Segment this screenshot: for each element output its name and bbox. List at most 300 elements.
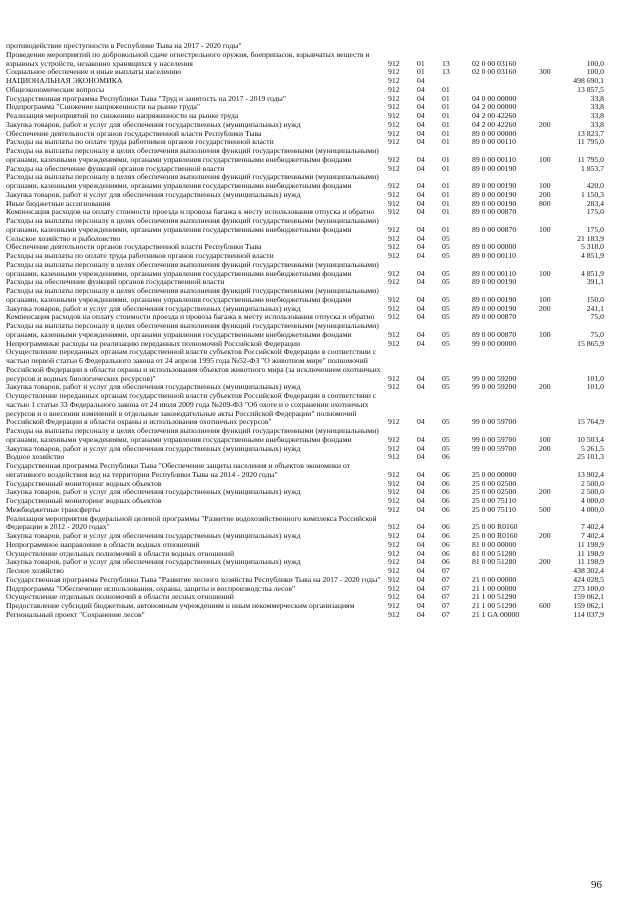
cell-summa: 7 402,4 [580, 522, 604, 532]
name: Закупка товаров, работ и услуг для обеспечения государственных (муниципальных) нужд [6, 119, 301, 129]
cell-summa: 4 851,9 [580, 251, 604, 260]
cell-grbs: 912 [388, 574, 400, 584]
cell-grbs: 912 [388, 111, 400, 120]
cell-summa: 11 795,0 [577, 154, 604, 164]
cell-vid-raskhodov: 200 [539, 557, 551, 567]
table-row [6, 322, 606, 340]
cell-summa: 114 037,9 [573, 609, 604, 619]
cell-summa: 391,1 [586, 277, 604, 287]
name: Расходы на выплаты персоналу в целях обеспечения выполнения функций государственными (муниципальными) органами, казенными учреждениями, органами управления государственными внебюджетными фондами [6, 426, 379, 444]
cell-podrazdel: 06 [442, 452, 450, 462]
cell-grbs: 912 [388, 58, 400, 68]
cell-grbs: 912 [388, 207, 400, 217]
cell-tselevaya-statya: 89 0 00 00870 [472, 207, 517, 217]
name: Непрограммное направление в области водных отношений [6, 539, 200, 549]
cell-podrazdel: 06 [442, 539, 450, 549]
cell-tselevaya-statya: 89 0 00 00000 [472, 242, 517, 252]
name: Закупка товаров, работ и услуг для обеспечения государственных (муниципальных) нужд [6, 487, 301, 497]
cell-razdel: 04 [417, 496, 425, 505]
cell-vid-raskhodov: 100 [539, 181, 551, 190]
cell-podrazdel: 06 [442, 522, 450, 532]
cell-tselevaya-statya: 25 0 00 02500 [472, 478, 517, 488]
cell-summa: 100,0 [586, 67, 604, 77]
name: Осуществление отдельных полномочий в области лесных отношений [6, 592, 234, 602]
cell-summa: 1 150,3 [580, 189, 604, 199]
cell-summa: 424 028,5 [573, 574, 604, 584]
cell-summa: 2 500,0 [580, 487, 604, 497]
cell-podrazdel: 01 [442, 102, 450, 112]
cell-grbs: 912 [388, 417, 400, 427]
table-row [6, 287, 606, 305]
cell-grbs: 912 [388, 189, 400, 199]
cell-grbs: 912 [388, 233, 400, 243]
name: Расходы на выплаты персоналу в целях обеспечения выполнения функций государственными (муниципальными) органами, казенными учреждениями, органами управления государственными внебюджетными фондами [6, 259, 379, 278]
cell-vid-raskhodov: 100 [539, 434, 551, 444]
cell-podrazdel: 01 [442, 198, 450, 208]
cell-tselevaya-statya: 81 0 00 51280 [472, 557, 517, 567]
table-row [6, 462, 606, 480]
cell-summa: 25 101,3 [577, 452, 604, 462]
cell-podrazdel: 05 [442, 382, 450, 392]
cell-razdel: 04 [417, 548, 425, 558]
cell-tselevaya-statya: 89 0 00 00190 [472, 163, 517, 173]
cell-tselevaya-statya: 21 1 GA 00000 [472, 609, 520, 619]
cell-podrazdel: 01 [442, 137, 450, 147]
name: Непрограммные расходы на реализацию переданных полномочий Российской Федерации [6, 338, 301, 348]
name: НАЦИОНАЛЬНАЯ ЭКОНОМИКА [6, 76, 123, 85]
cell-vid-raskhodov: 100 [539, 154, 551, 164]
cell-podrazdel: 01 [442, 163, 450, 173]
cell-razdel: 04 [417, 434, 425, 444]
cell-vid-raskhodov: 600 [539, 601, 551, 610]
cell-grbs: 912 [388, 382, 400, 392]
table-row [6, 558, 606, 567]
cell-tselevaya-statya: 99 0 00 59200 [472, 373, 517, 383]
cell-summa: 15 764,9 [577, 417, 604, 427]
cell-tselevaya-statya: 99 0 00 59700 [472, 443, 517, 453]
cell-podrazdel: 13 [442, 67, 450, 77]
cell-summa: 13 823,7 [577, 128, 604, 138]
cell-podrazdel: 05 [442, 417, 450, 427]
cell-razdel: 04 [417, 93, 425, 103]
cell-podrazdel: 05 [442, 443, 450, 453]
cell-podrazdel: 05 [442, 312, 450, 322]
cell-grbs: 912 [388, 469, 400, 479]
table-row [6, 611, 606, 620]
cell-summa: 159 062,1 [573, 592, 604, 602]
cell-razdel: 04 [417, 382, 425, 392]
table-row [6, 51, 606, 69]
cell-summa: 101,0 [586, 373, 604, 383]
cell-podrazdel: 01 [442, 119, 450, 129]
cell-razdel: 01 [417, 58, 425, 68]
cell-summa: 33,8 [590, 119, 604, 129]
cell-razdel: 04 [417, 154, 425, 164]
cell-razdel: 04 [417, 268, 425, 278]
cell-grbs: 912 [388, 557, 400, 567]
cell-tselevaya-statya: 89 0 00 00870 [472, 312, 517, 322]
cell-grbs: 912 [388, 154, 400, 164]
cell-grbs: 912 [388, 198, 400, 208]
cell-vid-raskhodov: 200 [539, 189, 551, 199]
cell-grbs: 912 [388, 601, 400, 610]
cell-podrazdel: 01 [442, 84, 450, 94]
table-row [6, 173, 606, 191]
name: Расходы на выплаты по оплате труда работников органов государственной власти [6, 251, 274, 260]
cell-podrazdel: 05 [442, 277, 450, 287]
cell-grbs: 912 [388, 181, 400, 190]
cell-podrazdel: 07 [442, 574, 450, 584]
cell-podrazdel: 07 [442, 566, 450, 575]
cell-razdel: 04 [417, 111, 425, 120]
cell-summa: 33,8 [590, 93, 604, 103]
cell-vid-raskhodov: 200 [539, 119, 551, 129]
cell-summa: 11 198,9 [577, 539, 604, 549]
table-row [6, 348, 606, 383]
cell-podrazdel: 05 [442, 233, 450, 243]
cell-summa: 159 062,1 [573, 601, 604, 610]
cell-razdel: 04 [417, 207, 425, 217]
cell-razdel: 04 [417, 566, 425, 575]
cell-podrazdel: 13 [442, 58, 450, 68]
cell-summa: 150,0 [586, 294, 604, 304]
cell-razdel: 04 [417, 469, 425, 479]
cell-razdel: 04 [417, 128, 425, 138]
cell-summa: 100,0 [586, 58, 604, 68]
cell-razdel: 01 [417, 67, 425, 77]
cell-razdel: 04 [417, 294, 425, 304]
cell-tselevaya-statya: 89 0 00 00110 [472, 268, 516, 278]
table-row [6, 427, 606, 445]
cell-grbs: 912 [388, 268, 400, 278]
cell-podrazdel: 01 [442, 128, 450, 138]
cell-grbs: 912 [388, 452, 400, 462]
cell-razdel: 04 [417, 601, 425, 610]
cell-tselevaya-statya: 21 1 00 00000 [472, 583, 517, 593]
cell-summa: 1 853,7 [580, 163, 604, 173]
cell-tselevaya-statya: 99 0 00 00000 [472, 338, 517, 348]
cell-tselevaya-statya: 25 0 00 75110 [472, 496, 516, 505]
cell-podrazdel: 07 [442, 609, 450, 619]
cell-grbs: 912 [388, 478, 400, 488]
name: Закупка товаров, работ и услуг для обеспечения государственных (муниципальных) нужд [6, 189, 301, 199]
cell-podrazdel: 07 [442, 601, 450, 610]
cell-razdel: 04 [417, 119, 425, 129]
cell-summa: 4 851,9 [580, 268, 604, 278]
cell-podrazdel: 06 [442, 496, 450, 505]
cell-razdel: 04 [417, 609, 425, 619]
cell-podrazdel: 07 [442, 583, 450, 593]
cell-podrazdel: 01 [442, 93, 450, 103]
cell-tselevaya-statya: 89 0 00 00110 [472, 137, 516, 147]
name: Подпрограмма "Обеспечение использования, охраны, защиты и воспроизводства лесов" [6, 583, 296, 593]
name: Подпрограмма "Снижение напряженности на рынке труда" [6, 102, 201, 112]
cell-grbs: 912 [388, 119, 400, 129]
cell-grbs: 912 [388, 434, 400, 444]
cell-grbs: 912 [388, 277, 400, 287]
cell-tselevaya-statya: 21 1 00 51290 [472, 601, 517, 610]
cell-razdel: 04 [417, 312, 425, 322]
cell-grbs: 912 [388, 531, 400, 540]
table-row [6, 515, 606, 533]
cell-podrazdel: 01 [442, 207, 450, 217]
cell-summa: 101,0 [586, 382, 604, 392]
cell-grbs: 912 [388, 251, 400, 260]
cell-grbs: 912 [388, 539, 400, 549]
cell-podrazdel: 01 [442, 189, 450, 199]
cell-tselevaya-statya: 81 0 00 00000 [472, 539, 517, 549]
cell-razdel: 04 [417, 443, 425, 453]
name: Расходы на выплаты персоналу в целях обеспечения выполнения функций государственными (муниципальными) органами, казенными учреждениями, органами управления государственными внебюджетными фондами [6, 216, 379, 234]
cell-tselevaya-statya: 89 0 00 00190 [472, 198, 517, 208]
cell-vid-raskhodov: 200 [539, 382, 551, 392]
cell-summa: 273 100,0 [573, 583, 604, 593]
cell-summa: 241,1 [586, 303, 604, 313]
cell-razdel: 04 [417, 338, 425, 348]
cell-grbs: 912 [388, 303, 400, 313]
cell-grbs: 912 [388, 137, 400, 147]
name: Государственная программа Республики Тыва "Труд и занятость на 2017 - 2019 годы" [6, 93, 286, 103]
name: Сельское хозяйство и рыболовство [6, 233, 121, 243]
cell-tselevaya-statya: 02 0 00 03160 [472, 58, 517, 68]
cell-grbs: 912 [388, 163, 400, 173]
cell-tselevaya-statya: 89 0 00 00190 [472, 181, 517, 190]
name: Реализация мероприятия федеральной целевой программы "Развитие водохозяйственного комплекса Российской Федерации в 2012 - 2020 годах" [6, 513, 377, 532]
cell-vid-raskhodov: 100 [539, 268, 551, 278]
name: Межбюджетные трансферты [6, 504, 101, 514]
name: Государственная программа Республики Тыва "Обеспечение защиты населения и объектов экономики от негативного воздействия вод на территории Республики Тыва на 2014 - 2020 годы" [6, 461, 350, 479]
cell-grbs: 912 [388, 312, 400, 322]
cell-tselevaya-statya: 99 0 00 59200 [472, 382, 517, 392]
cell-razdel: 04 [417, 452, 425, 462]
cell-grbs: 912 [388, 102, 400, 112]
cell-summa: 11 198,9 [577, 548, 604, 558]
cell-grbs: 912 [388, 67, 400, 77]
cell-razdel: 04 [417, 277, 425, 287]
cell-summa: 4 000,0 [580, 496, 604, 505]
cell-summa: 2 500,0 [580, 478, 604, 488]
cell-vid-raskhodov: 200 [539, 531, 551, 540]
cell-podrazdel: 05 [442, 242, 450, 252]
cell-vid-raskhodov: 200 [539, 487, 551, 497]
table-row [6, 261, 606, 279]
cell-tselevaya-statya: 99 0 00 59700 [472, 434, 517, 444]
name: Государственный мониторинг водных объектов [6, 496, 162, 505]
cell-razdel: 04 [417, 198, 425, 208]
name: Водное хозяйство [6, 452, 65, 462]
cell-razdel: 04 [417, 329, 425, 339]
cell-razdel: 04 [417, 76, 425, 85]
cell-razdel: 04 [417, 574, 425, 584]
cell-vid-raskhodov: 300 [539, 67, 551, 77]
cell-grbs: 912 [388, 294, 400, 304]
cell-summa: 420,0 [586, 181, 604, 190]
cell-tselevaya-statya: 89 0 00 00190 [472, 303, 517, 313]
cell-podrazdel: 06 [442, 531, 450, 540]
cell-razdel: 04 [417, 163, 425, 173]
name: Расходы на выплаты персоналу в целях обеспечения выполнения функций государственными (муниципальными) органами, казенными учреждениями, органами управления государственными внебюджетными фондами [6, 146, 379, 164]
cell-grbs: 912 [388, 338, 400, 348]
cell-grbs: 912 [388, 566, 400, 575]
cell-vid-raskhodov: 200 [539, 443, 551, 453]
cell-podrazdel: 06 [442, 478, 450, 488]
name: Закупка товаров, работ и услуг для обеспечения государственных (муниципальных) нужд [6, 303, 301, 313]
cell-summa: 11 795,0 [577, 137, 604, 147]
cell-summa: 33,8 [590, 111, 604, 120]
cell-tselevaya-statya: 04 2 00 42260 [472, 111, 517, 120]
cell-razdel: 04 [417, 137, 425, 147]
cell-razdel: 04 [417, 189, 425, 199]
cell-tselevaya-statya: 02 0 00 03160 [472, 67, 517, 77]
table-row [6, 217, 606, 235]
name: Предоставление субсидий бюджетным, автономным учреждениям и иным некоммерческим организациям [6, 601, 355, 610]
cell-summa: 10 503,4 [577, 434, 604, 444]
page-number: 96 [591, 879, 602, 891]
name: Проведение мероприятий по добровольной сдаче огнестрельного оружия, боеприпасов, взрывчатых веществ и взрывных устройств, незаконно хранящихся у населения [6, 49, 370, 68]
cell-tselevaya-statya: 89 0 00 00000 [472, 128, 517, 138]
table-row [6, 147, 606, 165]
cell-razdel: 04 [417, 102, 425, 112]
cell-podrazdel: 01 [442, 181, 450, 190]
cell-grbs: 912 [388, 548, 400, 558]
cell-tselevaya-statya: 89 0 00 00870 [472, 224, 517, 234]
cell-tselevaya-statya: 89 0 00 00870 [472, 329, 517, 339]
cell-razdel: 04 [417, 583, 425, 593]
cell-podrazdel: 05 [442, 303, 450, 313]
cell-podrazdel: 06 [442, 557, 450, 567]
cell-summa: 283,4 [586, 198, 604, 208]
cell-summa: 21 183,9 [577, 233, 604, 243]
cell-summa: 4 000,0 [580, 504, 604, 514]
cell-vid-raskhodov: 100 [539, 329, 551, 339]
name: Компенсация расходов на оплату стоимости проезда и провоза багажа к месту использования отпуска и обратно [6, 207, 375, 217]
cell-grbs: 912 [388, 224, 400, 234]
budget-table [6, 42, 606, 620]
cell-summa: 13 857,5 [577, 84, 604, 94]
cell-tselevaya-statya: 89 0 00 00110 [472, 154, 516, 164]
cell-razdel: 04 [417, 251, 425, 260]
cell-summa: 498 690,1 [573, 76, 604, 85]
name: Государственный мониторинг водных объектов [6, 478, 162, 488]
cell-podrazdel: 01 [442, 154, 450, 164]
cell-tselevaya-statya: 89 0 00 00190 [472, 294, 517, 304]
name: Лесное хозяйство [6, 566, 64, 575]
cell-tselevaya-statya: 89 0 00 00110 [472, 251, 516, 260]
cell-podrazdel: 06 [442, 487, 450, 497]
cell-razdel: 04 [417, 522, 425, 532]
cell-podrazdel: 01 [442, 111, 450, 120]
cell-tselevaya-statya: 81 0 00 51280 [472, 548, 517, 558]
cell-grbs: 912 [388, 487, 400, 497]
name: Осуществление переданных органам государственной власти субъектов Российской Федерации в соответствии с частью 1 статьи 33 Федерального закона от 24 июля 2009 года №209-ФЗ "Об охоте и о сохранении охотничьих ресурсов и о внесении изменений в отдельные законодательные акты Российской Федерации" полномочий Российской Федерации в области охраны и использования охотничьих ресурсов" [6, 391, 377, 427]
cell-tselevaya-statya: 04 2 00 42260 [472, 119, 517, 129]
cell-podrazdel: 05 [442, 268, 450, 278]
cell-grbs: 912 [388, 373, 400, 383]
cell-razdel: 04 [417, 417, 425, 427]
cell-razdel: 04 [417, 84, 425, 94]
cell-grbs: 912 [388, 592, 400, 602]
cell-summa: 15 865,9 [577, 338, 604, 348]
cell-summa: 75,0 [590, 312, 604, 322]
name: Государственная программа Республики Тыва "Развитие лесного хозяйства Республики Тыва на 2017 - 2020 годы" [6, 574, 381, 584]
name: противодействие преступности в Республике Тыва на 2017 - 2020 годы" [6, 41, 242, 50]
cell-vid-raskhodov: 800 [539, 198, 551, 208]
cell-tselevaya-statya: 25 0 00 02500 [472, 487, 517, 497]
cell-razdel: 04 [417, 504, 425, 514]
name: Общеэкономические вопросы [6, 84, 105, 94]
cell-grbs: 912 [388, 329, 400, 339]
name: Осуществление переданных органам государственной власти субъектов Российской Федерации в соответствии с частью первой статьи 6 Федерального закона от 24 апреля 1995 года №52-ФЗ "О животном мире" полномочий Российской Федерации в области охраны и использования объектов животного мира (за исключением охотничьих ресурсов и водных биологических ресурсов)" [6, 347, 381, 383]
cell-podrazdel: 07 [442, 592, 450, 602]
cell-podrazdel: 05 [442, 373, 450, 383]
cell-grbs: 912 [388, 443, 400, 453]
cell-podrazdel: 06 [442, 469, 450, 479]
cell-grbs: 912 [388, 504, 400, 514]
cell-summa: 438 302,4 [573, 566, 604, 575]
cell-summa: 13 902,4 [577, 469, 604, 479]
name: Реализация мероприятий по снижению напряженности на рынке труда [6, 111, 239, 120]
cell-summa: 33,8 [590, 102, 604, 112]
cell-razdel: 04 [417, 373, 425, 383]
name: Социальное обеспечение и иные выплаты населению [6, 67, 182, 77]
cell-tselevaya-statya: 25 0 00 R0160 [472, 522, 518, 532]
cell-summa: 175,0 [586, 224, 604, 234]
cell-razdel: 04 [417, 557, 425, 567]
cell-razdel: 04 [417, 592, 425, 602]
name: Расходы на обеспечение функций органов государственной власти [6, 163, 225, 173]
name: Компенсация расходов на оплату стоимости проезда и провоза багажа к месту использования отпуска и обратно [6, 312, 375, 322]
cell-razdel: 04 [417, 242, 425, 252]
cell-razdel: 04 [417, 487, 425, 497]
cell-grbs: 912 [388, 84, 400, 94]
cell-podrazdel: 05 [442, 338, 450, 348]
cell-podrazdel: 05 [442, 329, 450, 339]
cell-vid-raskhodov: 200 [539, 303, 551, 313]
cell-tselevaya-statya: 99 0 00 59700 [472, 417, 517, 427]
name: Закупка товаров, работ и услуг для обеспечения государственных (муниципальных) нужд [6, 531, 301, 540]
cell-razdel: 04 [417, 478, 425, 488]
cell-razdel: 04 [417, 181, 425, 190]
cell-grbs: 912 [388, 522, 400, 532]
name: Расходы на выплаты персоналу в целях обеспечения выполнения функций государственными (муниципальными) органами, казенными учреждениями, органами управления государственными внебюджетными фондами [6, 286, 379, 304]
cell-grbs: 912 [388, 93, 400, 103]
table-row [6, 445, 606, 454]
cell-tselevaya-statya: 89 0 00 00190 [472, 189, 517, 199]
name: Закупка товаров, работ и услуг для обеспечения государственных (муниципальных) нужд [6, 382, 301, 392]
cell-tselevaya-statya: 04 2 00 00000 [472, 102, 517, 112]
cell-razdel: 04 [417, 224, 425, 234]
name: Закупка товаров, работ и услуг для обеспечения государственных (муниципальных) нужд [6, 557, 301, 567]
name: Осуществление отдельных полномочий в области водных отношений [6, 548, 235, 558]
cell-grbs: 912 [388, 496, 400, 505]
cell-grbs: 912 [388, 128, 400, 138]
cell-tselevaya-statya: 25 0 00 R0160 [472, 531, 518, 540]
cell-podrazdel: 05 [442, 434, 450, 444]
cell-podrazdel: 06 [442, 504, 450, 514]
cell-summa: 5 318,0 [580, 242, 604, 252]
cell-podrazdel: 06 [442, 548, 450, 558]
cell-tselevaya-statya: 25 0 00 75110 [472, 504, 516, 514]
cell-summa: 5 261,5 [580, 443, 604, 453]
cell-summa: 75,0 [590, 329, 604, 339]
cell-tselevaya-statya: 21 0 00 00000 [472, 574, 517, 584]
cell-podrazdel: 01 [442, 224, 450, 234]
cell-tselevaya-statya: 89 0 00 00190 [472, 277, 517, 287]
name: Обеспечение деятельности органов государственной власти Республики Тыва [6, 242, 262, 252]
name: Расходы на выплаты персоналу в целях обеспечения выполнения функций государственными (муниципальными) органами, казенными учреждениями, органами управления государственными внебюджетными фондами [6, 172, 379, 190]
cell-grbs: 912 [388, 583, 400, 593]
cell-vid-raskhodov: 100 [539, 294, 551, 304]
